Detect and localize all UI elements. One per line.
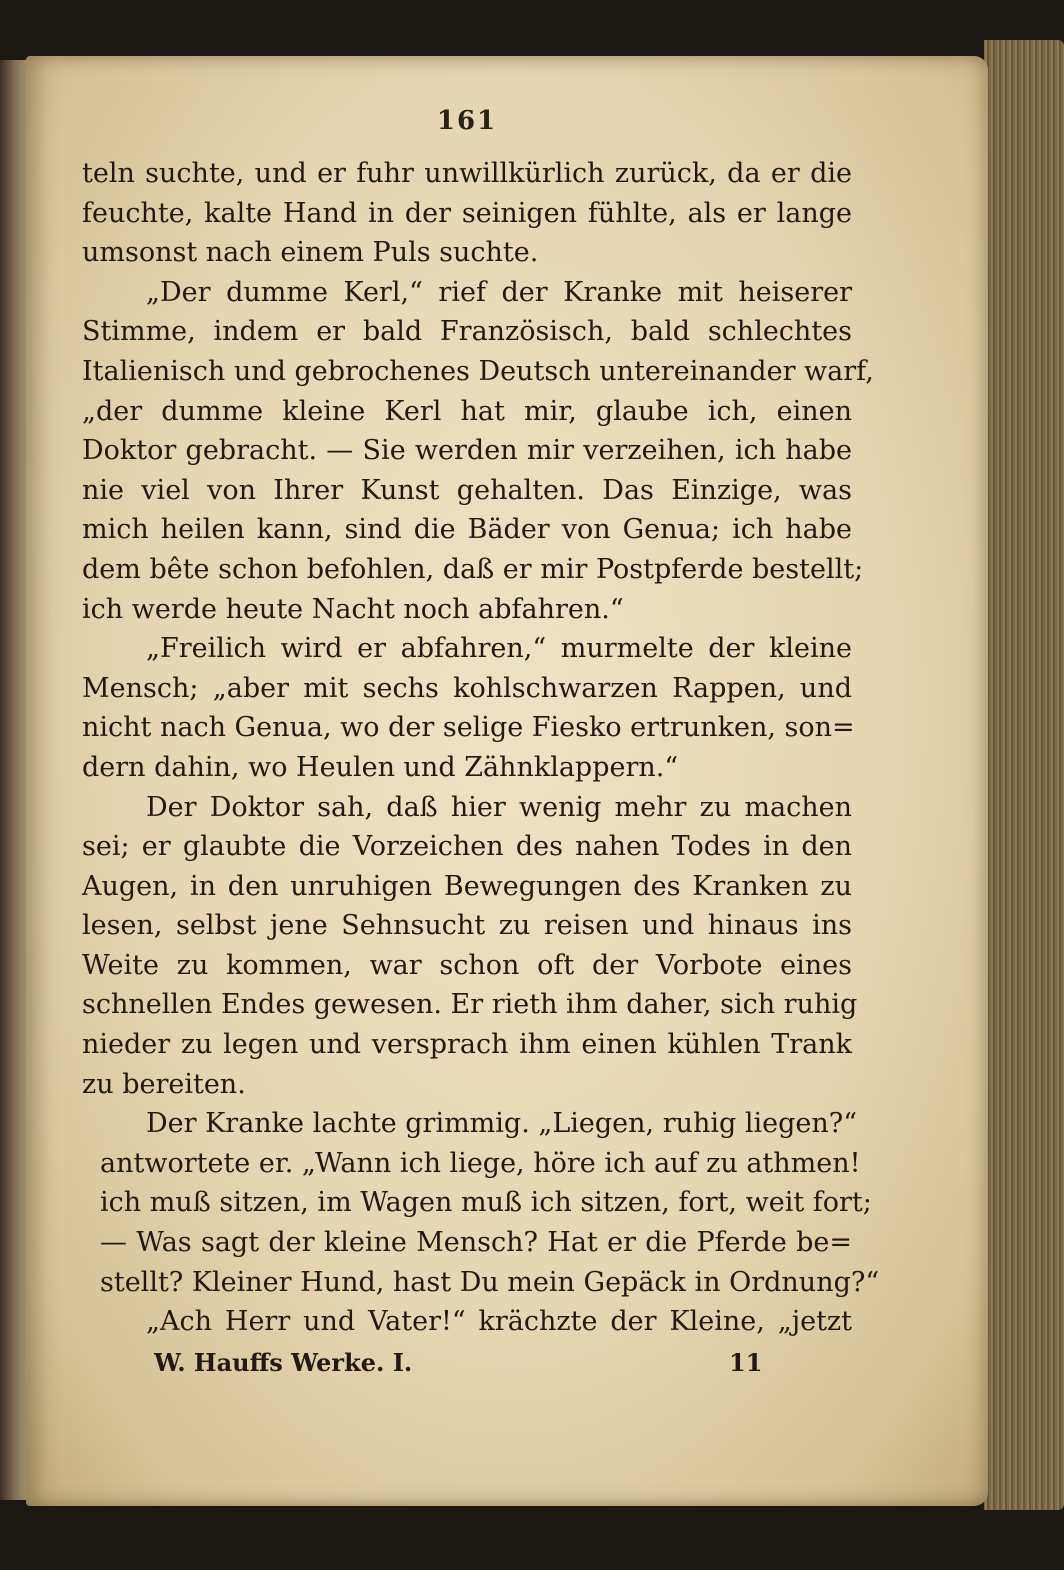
text-line: sei; er glaubte die Vorzeichen des nahen Todes in den [82, 831, 852, 863]
footer-sheet-number: 11 [729, 1348, 763, 1377]
book-page [26, 56, 988, 1506]
text-line: ich werde heute Nacht noch abfahren.“ [82, 593, 624, 625]
text-line: mich heilen kann, sind die Bäder von Genua; ich habe [82, 514, 852, 546]
text-line: zu bereiten. [82, 1068, 246, 1100]
text-line: antwortete er. „Wann ich liege, höre ich auf zu athmen! [100, 1147, 861, 1179]
text-line: Augen, in den unruhigen Bewegungen des Kranken zu [82, 870, 852, 902]
page-stack-edges [984, 40, 1064, 1510]
text-line: „Ach Herr und Vater!“ krächzte der Kleine, „jetzt [146, 1306, 852, 1338]
text-line: nie viel von Ihrer Kunst gehalten. Das Einzige, was [82, 474, 852, 506]
text-line: nieder zu legen und versprach ihm einen kühlen Trank [82, 1029, 852, 1061]
text-line: — Was sagt der kleine Mensch? Hat er die Pferde be= [100, 1227, 852, 1259]
text-line: nicht nach Genua, wo der selige Fiesko ertrunken, son= [82, 712, 855, 744]
text-line: dern dahin, wo Heulen und Zähnklappern.“ [82, 751, 679, 783]
text-line: „Freilich wird er abfahren,“ murmelte der kleine [146, 633, 852, 665]
text-line: dem bête schon befohlen, daß er mir Postpferde bestellt; [82, 553, 864, 585]
text-line: Weite zu kommen, war schon oft der Vorbote eines [82, 949, 852, 981]
text-line: teln suchte, und er fuhr unwillkürlich zurück, da er die [82, 158, 852, 189]
text-line: lesen, selbst jene Sehnsucht zu reisen und hinaus ins [82, 910, 852, 942]
footer-signature: W. Hauffs Werke. I. [154, 1348, 413, 1377]
text-line: Mensch; „aber mit sechs kohlschwarzen Rappen, und [82, 672, 852, 704]
text-line: Der Doktor sah, daß hier wenig mehr zu machen [146, 791, 852, 823]
text-line: Doktor gebracht. — Sie werden mir verzeihen, ich habe [82, 435, 852, 467]
text-line: „der dumme kleine Kerl hat mir, glaube ich, einen [82, 395, 852, 427]
text-line: Stimme, indem er bald Französisch, bald schlechtes [82, 316, 852, 348]
text-line: schnellen Endes gewesen. Er rieth ihm daher, sich ruhig [82, 989, 858, 1021]
text-line: ich muß sitzen, im Wagen muß ich sitzen, fort, weit fort; [100, 1187, 872, 1219]
text-line: feuchte, kalte Hand in der seinigen fühlte, als er lange [82, 197, 852, 229]
text-line: umsonst nach einem Puls suchte. [82, 237, 539, 269]
text-line: Italienisch und gebrochenes Deutsch untereinander warf, [82, 355, 874, 387]
text-line: „Der dumme Kerl,“ rief der Kranke mit heiserer [146, 276, 852, 308]
page-number: 161 [436, 106, 498, 136]
text-line: stellt? Kleiner Hund, hast Du mein Gepäck in Ordnung?“ [100, 1266, 880, 1298]
body-text [82, 154, 880, 1342]
text-line: Der Kranke lachte grimmig. „Liegen, ruhig liegen?“ [146, 1108, 858, 1140]
